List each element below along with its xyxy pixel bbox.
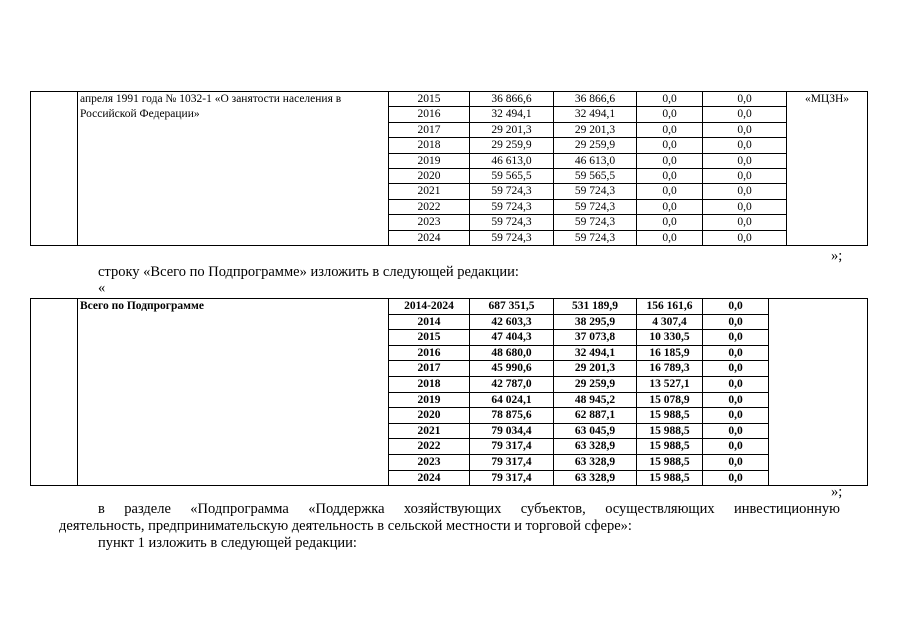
cell-a: 37 073,8 [554, 330, 637, 346]
cell-b: 0,0 [637, 230, 703, 245]
cell-b: 4 307,4 [637, 314, 703, 330]
cell-b: 0,0 [637, 122, 703, 137]
cell-c: 0,0 [703, 345, 769, 361]
cell-a: 29 201,3 [554, 122, 637, 137]
cell-year: 2023 [389, 454, 470, 470]
closing-quote-2: »; [831, 484, 843, 500]
cell-total: 59 724,3 [470, 215, 554, 230]
cell-total: 79 317,4 [470, 439, 554, 455]
cell-c: 0,0 [703, 169, 787, 184]
cell-total: 32 494,1 [470, 107, 554, 122]
cell-total: 36 866,6 [470, 92, 554, 107]
cell-total: 45 990,6 [470, 361, 554, 377]
cell-total: 46 613,0 [470, 153, 554, 168]
cell-year: 2023 [389, 215, 470, 230]
table-row [31, 299, 868, 315]
cell-year: 2018 [389, 376, 470, 392]
cell-b: 0,0 [637, 199, 703, 214]
closing-quote-1: »; [831, 248, 843, 264]
cell-total: 687 351,5 [470, 299, 554, 315]
cell-b: 15 988,5 [637, 423, 703, 439]
cell-b: 16 789,3 [637, 361, 703, 377]
number-cell [31, 299, 78, 486]
cell-b: 0,0 [637, 138, 703, 153]
cell-year: 2019 [389, 153, 470, 168]
cell-b: 15 988,5 [637, 439, 703, 455]
cell-c: 0,0 [703, 392, 769, 408]
cell-total: 47 404,3 [470, 330, 554, 346]
cell-total: 59 724,3 [470, 199, 554, 214]
cell-a: 531 189,9 [554, 299, 637, 315]
cell-total: 29 259,9 [470, 138, 554, 153]
cell-b: 16 185,9 [637, 345, 703, 361]
instruction-paragraph-2-line-1: в разделе «Подпрограмма «Поддержка хозяйствующих субъектов, осуществляющих инвестиционную [98, 501, 840, 517]
cell-c: 0,0 [703, 470, 769, 486]
cell-b: 0,0 [637, 169, 703, 184]
cell-year: 2016 [389, 345, 470, 361]
cell-total: 42 603,3 [470, 314, 554, 330]
cell-year: 2021 [389, 423, 470, 439]
cell-a: 32 494,1 [554, 107, 637, 122]
cell-c: 0,0 [703, 215, 787, 230]
cell-c: 0,0 [703, 439, 769, 455]
description-cell: апреля 1991 года № 1032-1 «О занятости населения в Российской Федерации» [78, 92, 389, 246]
cell-a: 38 295,9 [554, 314, 637, 330]
cell-year: 2022 [389, 439, 470, 455]
opening-quote-2: « [98, 280, 106, 296]
cell-b: 0,0 [637, 92, 703, 107]
cell-a: 59 724,3 [554, 215, 637, 230]
cell-total: 78 875,6 [470, 408, 554, 424]
cell-year: 2019 [389, 392, 470, 408]
cell-a: 36 866,6 [554, 92, 637, 107]
cell-year: 2015 [389, 330, 470, 346]
cell-total: 59 724,3 [470, 230, 554, 245]
cell-total: 79 317,4 [470, 454, 554, 470]
cell-total: 48 680,0 [470, 345, 554, 361]
cell-a: 29 259,9 [554, 376, 637, 392]
cell-c: 0,0 [703, 153, 787, 168]
cell-total: 79 034,4 [470, 423, 554, 439]
cell-b: 0,0 [637, 107, 703, 122]
cell-c: 0,0 [703, 107, 787, 122]
cell-year: 2017 [389, 122, 470, 137]
cell-year: 2017 [389, 361, 470, 377]
cell-year: 2024 [389, 230, 470, 245]
cell-c: 0,0 [703, 454, 769, 470]
executor-cell: «МЦЗН» [787, 92, 868, 246]
instruction-paragraph-1: строку «Всего по Подпрограмме» изложить в следующей редакции: [98, 264, 519, 280]
cell-total: 64 024,1 [470, 392, 554, 408]
cell-total: 79 317,4 [470, 470, 554, 486]
total-label-cell: Всего по Подпрограмме [78, 299, 389, 486]
cell-c: 0,0 [703, 330, 769, 346]
cell-a: 63 045,9 [554, 423, 637, 439]
cell-c: 0,0 [703, 361, 769, 377]
cell-total: 59 565,5 [470, 169, 554, 184]
cell-a: 59 724,3 [554, 199, 637, 214]
number-cell [31, 92, 78, 246]
cell-a: 63 328,9 [554, 470, 637, 486]
cell-b: 15 988,5 [637, 454, 703, 470]
cell-c: 0,0 [703, 376, 769, 392]
cell-a: 63 328,9 [554, 439, 637, 455]
instruction-paragraph-2-line-2: деятельность, предпринимательскую деятельность в сельской местности и торговой сфере»: [59, 518, 632, 534]
cell-a: 59 565,5 [554, 169, 637, 184]
cell-year: 2021 [389, 184, 470, 199]
cell-a: 62 887,1 [554, 408, 637, 424]
cell-total: 29 201,3 [470, 122, 554, 137]
table-row [31, 92, 868, 107]
cell-a: 29 201,3 [554, 361, 637, 377]
cell-year: 2014 [389, 314, 470, 330]
instruction-paragraph-3: пункт 1 изложить в следующей редакции: [98, 535, 357, 551]
cell-b: 10 330,5 [637, 330, 703, 346]
cell-c: 0,0 [703, 92, 787, 107]
cell-a: 59 724,3 [554, 184, 637, 199]
cell-year: 2024 [389, 470, 470, 486]
executor-cell [769, 299, 868, 486]
cell-a: 46 613,0 [554, 153, 637, 168]
cell-total: 59 724,3 [470, 184, 554, 199]
cell-year: 2015 [389, 92, 470, 107]
cell-c: 0,0 [703, 138, 787, 153]
cell-c: 0,0 [703, 184, 787, 199]
cell-b: 0,0 [637, 215, 703, 230]
cell-year: 2016 [389, 107, 470, 122]
cell-b: 15 988,5 [637, 470, 703, 486]
table-employment-funding [30, 91, 868, 246]
cell-c: 0,0 [703, 199, 787, 214]
cell-c: 0,0 [703, 122, 787, 137]
cell-year: 2014-2024 [389, 299, 470, 315]
cell-a: 32 494,1 [554, 345, 637, 361]
cell-total: 42 787,0 [470, 376, 554, 392]
cell-a: 63 328,9 [554, 454, 637, 470]
cell-b: 15 988,5 [637, 408, 703, 424]
cell-c: 0,0 [703, 408, 769, 424]
cell-year: 2020 [389, 408, 470, 424]
cell-year: 2020 [389, 169, 470, 184]
cell-a: 29 259,9 [554, 138, 637, 153]
cell-b: 156 161,6 [637, 299, 703, 315]
cell-b: 0,0 [637, 153, 703, 168]
cell-a: 59 724,3 [554, 230, 637, 245]
cell-a: 48 945,2 [554, 392, 637, 408]
cell-b: 0,0 [637, 184, 703, 199]
cell-year: 2018 [389, 138, 470, 153]
cell-c: 0,0 [703, 299, 769, 315]
cell-c: 0,0 [703, 423, 769, 439]
table-subprogram-total [30, 298, 868, 486]
cell-b: 13 527,1 [637, 376, 703, 392]
cell-c: 0,0 [703, 230, 787, 245]
cell-c: 0,0 [703, 314, 769, 330]
cell-b: 15 078,9 [637, 392, 703, 408]
cell-year: 2022 [389, 199, 470, 214]
